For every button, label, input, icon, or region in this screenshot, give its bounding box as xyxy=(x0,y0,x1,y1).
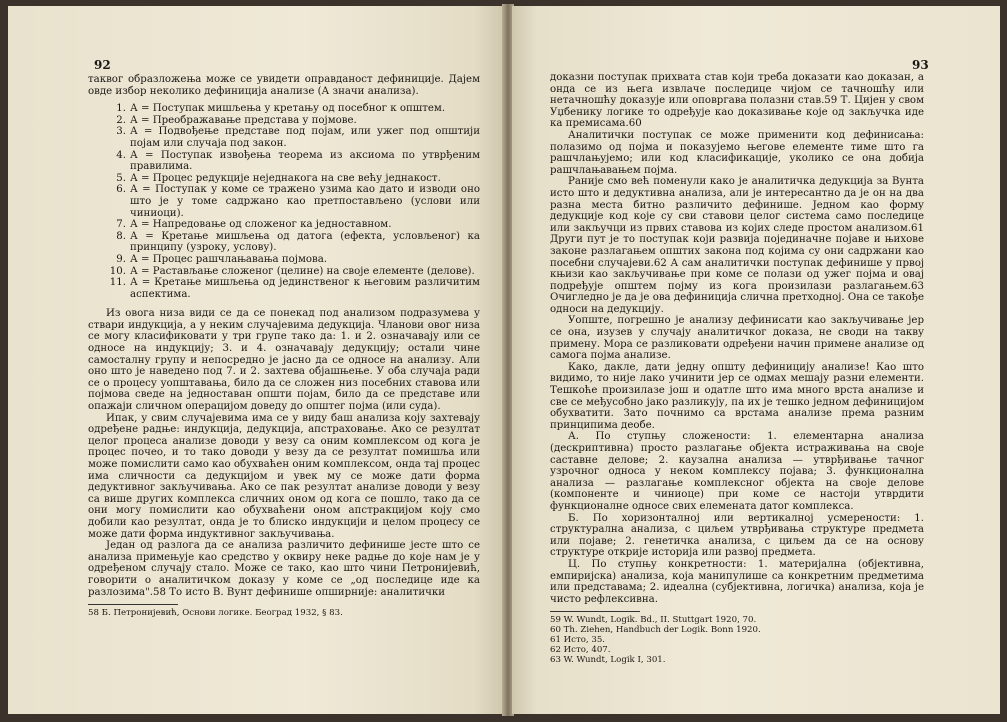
definition-text: А = Поступак мишљења у кретању од посебног к општем. xyxy=(130,103,446,115)
paragraph: Б. По хоризонталној или вертикалној усмерености: 1. структурална анализа, с циљем утврђивања структуре предмета или појаве; 2. генетичка анализа, с циљем да се на основу структуре открије историја или развој предмета. xyxy=(550,512,924,559)
footnote-rule xyxy=(88,604,178,605)
page-number: 93 xyxy=(912,58,929,72)
footnote-rule xyxy=(550,611,640,612)
paragraph: Ипак, у свим случајевима има се у виду баш анализа коју захтевају одређене радње: индукција, дедукција, апстраховање. Ако се резултат целог процеса анализе доводи у везу са оним комплексом од кога је процес почео, и то тако доводи у везу да се резултат помишља или може помислити само као обухваћен оним комплексом, онда тај процес има сличности са дедукцијом и увек му се може дати форма дедуктивног закључивања. Ако се пак резултат анализе доводи у везу са више других комплекса сличних оном од кога се пошло, тако да се они могу помислити као обухваћени оном апстракцијом коју смо добили као резултат, онда је то блиско индукцији и целом процесу се може дати форма индуктивног закључивања. xyxy=(88,412,480,540)
right-page xyxy=(512,6,1000,714)
definition-number: 8. xyxy=(116,230,126,242)
definition-text: А = Процес рашчлањавања појмова. xyxy=(130,253,328,265)
definition-item xyxy=(88,231,480,254)
definition-text: А = Подвођење представе под појам, или ужег под општији појам или случаја под закон. xyxy=(130,126,480,149)
left-page-text xyxy=(88,74,480,618)
definition-text: А = Напредовање од сложеног ка једноставном. xyxy=(130,219,392,231)
definition-item xyxy=(88,266,480,278)
definition-number: 7. xyxy=(116,219,126,231)
paragraph: Један од разлога да се анализа различито дефинише јесте што се анализа примењује као средство у оквиру неке радње до које нам је у одређеном случају стало. Може се тако, као што чини Петронијевић, говорити о аналитичком доказу у коме се „од последице иде ка разлозима".58 То исто В. Вунт дефинише опширније: аналитички xyxy=(88,540,480,598)
definition-number: 6. xyxy=(116,184,126,196)
paragraph: Аналитички поступак се може применити код дефинисања: полазимо од појма и показујемо његове елементе тиме што га рашчлањујемо; или код класификације, уколико се она добија рашчлањавањем појма. xyxy=(550,129,924,176)
left-page xyxy=(8,6,504,714)
definition-number: 9. xyxy=(116,253,126,265)
right-page-text xyxy=(550,72,924,665)
definition-text: А = Кретање мишљења од јединственог к његовим различитим аспектима. xyxy=(130,277,480,300)
paragraph: Раније смо већ поменули како је аналитичка дедукција за Вунта исто што и дедуктивна анализа, али је интересантно да је он на два разна места битно различито дефинише. Једном као форму дедукције код које су сви ставови целог система само последице или закључци из првих ставова из којих следе простом анализом.61 Други пут је то поступак који развија појединачне појаве и њихове законе разлагањем општих закона под којима су они садржани као посебни случајеви.62 А сам аналитички поступак дефинише у првој књизи као закључивање при коме се полази од ужег појма и овај подређује општем појму из кога произилази разлагањем.63 Очигледно је да је ова дефиниција слична претходној. Она се такође односи на дедукцију. xyxy=(550,176,924,315)
definition-item xyxy=(88,254,480,266)
footnote: 59 W. Wundt, Logik. Bd., II. Stuttgart 1920, 70. xyxy=(550,615,757,626)
definition-list xyxy=(88,103,480,300)
page-number: 92 xyxy=(94,58,111,72)
definition-text: А = Растављање сложеног (целине) на своје елементе (делове). xyxy=(130,265,475,277)
definition-item xyxy=(88,115,480,127)
definition-number: 3. xyxy=(116,126,126,138)
definition-text: А = Преображавање представа у појмове. xyxy=(130,114,357,126)
definition-item xyxy=(88,184,480,219)
footnote: 61 Исто, 35. xyxy=(550,635,606,646)
definition-item xyxy=(88,150,480,173)
definition-number: 5. xyxy=(116,172,126,184)
definition-number: 10. xyxy=(109,265,126,277)
paragraph: таквог образложења може се увидети оправданост дефиниције. Дајем овде избор неколико дефиниција анализе (А значи анализа). xyxy=(88,74,480,97)
definition-text: А = Поступак извођења теорема из аксиома по утврђеним правилима. xyxy=(130,149,480,173)
paragraph: Уопште, погрешно је анализу дефинисати као закључивање јер се она, изузев у случају аналитичког доказа, не своди на такву примену. Мора се разликовати одређени начин примене анализе од самога појма анализе. xyxy=(550,315,924,362)
footnote: 58 Б. Петронијевић, Основи логике. Београд 1932, § 83. xyxy=(88,608,343,619)
paragraph: доказни поступак прихвата став који треба доказати као доказан, а онда се из њега извлаче последице чијом се тачношћу или нетачношћу доказује или оповргава полазни став.59 Т. Цијен у свом Уџбенику логике то одређује као доказивање које од закључка иде ка премисама.60 xyxy=(550,72,924,130)
definition-item xyxy=(88,173,480,185)
definition-number: 2. xyxy=(116,114,126,126)
paragraph: Како, дакле, дати једну општу дефиницију анализе! Као што видимо, то није лако учинити јер се одмах мешају разни елементи. Тешкоће произилазе још и одатле што има много врста анализе и све се међусобно јако разликују, па их је тешко једном дефиницијом обухватити. Зато почнимо са врстама анализе према разним принципима деобе. xyxy=(550,361,924,431)
definition-number: 11. xyxy=(109,277,126,289)
paragraph: Ц. По ступњу конкретности: 1. материјална (објективна, емпиријска) анализа, која манипулише са конкретним предметима или представама; 2. идеална (субјективна, логичка) анализа, која је чисто рефлексивна. xyxy=(550,558,924,605)
definition-text: А = Поступак у коме се тражено узима као дато и изводи оно што је у томе садржано као претпостављено (услови или чиниоци). xyxy=(130,184,480,219)
footnote: 62 Исто, 407. xyxy=(550,645,611,656)
definition-item xyxy=(88,103,480,115)
definition-text: А = Кретање мишљења од датога (ефекта, условљеног) ка принципу (узроку, услову). xyxy=(130,230,480,254)
definition-text: А = Процес редукције неједнакога на све већу једнакост. xyxy=(130,172,441,184)
footnote: 60 Th. Ziehen, Handbuch der Logik. Bonn 1920. xyxy=(550,625,761,636)
definition-item xyxy=(88,277,480,300)
definition-item xyxy=(88,219,480,231)
definition-number: 4. xyxy=(116,149,126,161)
paragraph: А. По ступњу сложености: 1. елементарна анализа (дескриптивна) просто разлагање објекта истраживања на своје саставне делове; 2. каузална анализа — утврђивање тачног узрочног односа у неком комплексу појава; 3. функционална анализа — разлагање комплексног објекта на своје делове (компоненте и чиниоце) при коме се настоји утврдити функционалне односе свих елемената датог комплекса. xyxy=(550,431,924,512)
footnotes xyxy=(550,615,924,665)
paragraph: Из овога низа види се да се понекад под анализом подразумева у ствари индукција, а у неким случајевима дедукција. Чланови овог низа се могу класификовати у три групе тако да: 1. и 2. означавају или се односе на индукцију; 3. и 4. означавају дедукцију; остали чине самосталну групу и непосредно је јасно да се односе на анализу. Али оно што је наведено под 7. и 2. захтева објашњење. У оба случаја ради се о процесу уопштавања, било да се сложен низ посебних ставова или појмова сведе на једноставан општи појам, било да се представе или опажаји сличном операцијом доведу до општег појма (или суда). xyxy=(88,308,480,413)
definition-number: 1. xyxy=(116,103,126,115)
definition-item xyxy=(88,126,480,149)
footnote: 63 W. Wundt, Logik I, 301. xyxy=(550,655,666,666)
